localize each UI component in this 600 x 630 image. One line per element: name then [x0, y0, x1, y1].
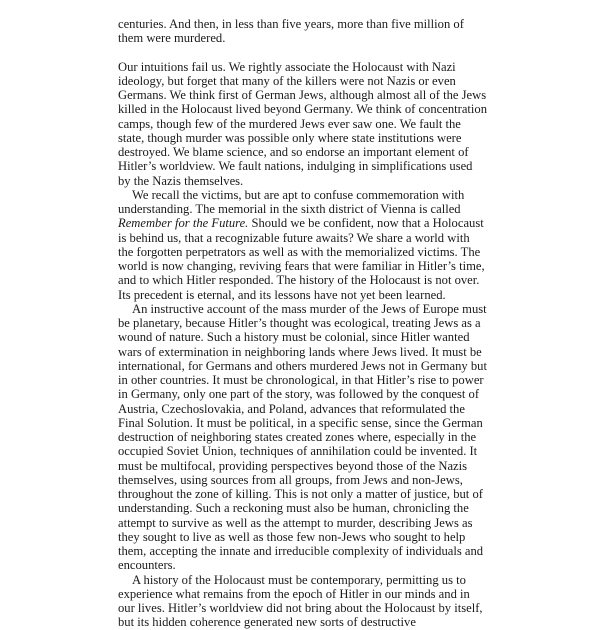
paragraph-4: An instructive account of the mass murder of the Jews of Europe must be planetary, because Hitler’s thought was ecological, treating Jews as a wound of nature. Such a history must be colonial, since Hitler wanted wars of extermination in neighboring lands where Jews lived. It must be international, for Germans and others murdered Jews not in Germany but in other countries. It must be chronological, in that Hitler’s rise to power in Germany, only one part of the story, was followed by the conquest of Austria, Czechoslovakia, and Poland, advances that reformulated the Final Solution. It must be political, in a specific sense, since the German destruction of neighboring states created zones where, especially in the occupied Soviet Union, techniques of annihilation could be invented. It must be multifocal, providing perspectives beyond those of the Nazis themselves, using sources from all groups, from Jews and non-Jews, throughout the zone of killing. This is not only a matter of justice, but of understanding. Such a reckoning must also be human, chronicling the attempt to survive as well as the attempt to murder, describing Jews as they sought to live as well as those few non-Jews who sought to help them, accepting the innate and irreducible complexity of individuals and encounters. [118, 301, 487, 573]
paragraph-5: A history of the Holocaust must be contemporary, permitting us to experience what remains from the epoch of Hitler in our minds and in our lives. Hitler’s worldview did not bring about the Holocaust by itself, but its hidden coherence generated new sorts of destructive [118, 572, 483, 630]
paragraph-3-text-after: Should we be confident, now that a Holocaust is behind us, that a recognizable future awaits? We share a world with the forgotten perpetrators as well as with the memorialized victims. The world is now changing, reviving fears that were familiar in Hitler’s time, and to which Hitler responded. The history of the Holocaust is not over. Its precedent is eternal, and its lessons have not yet been learned. [118, 216, 485, 302]
paragraph-3-text-before: We recall the victims, but are apt to confuse commemoration with understanding. The memorial in the sixth district of Vienna is called [118, 187, 465, 216]
book-page [118, 17, 488, 630]
paragraph-2: Our intuitions fail us. We rightly associate the Holocaust with Nazi ideology, but forget that many of the killers were not Nazis or even Germans. We think first of German Jews, although almost all of the Jews killed in the Holocaust lived beyond Germany. We think of concentration camps, though few of the murdered Jews ever saw one. We fault the state, though murder was possible only where state institutions were destroyed. We blame science, and so endorse an important element of Hitler’s worldview. We fault nations, indulging in simplifications used by the Nazis themselves. [118, 59, 488, 188]
paragraph-1: centuries. And then, in less than five years, more than five million of them were murdered. [118, 17, 464, 46]
paragraph-3 [118, 188, 488, 302]
memorial-title-italic: Remember for the Future. [118, 216, 249, 231]
